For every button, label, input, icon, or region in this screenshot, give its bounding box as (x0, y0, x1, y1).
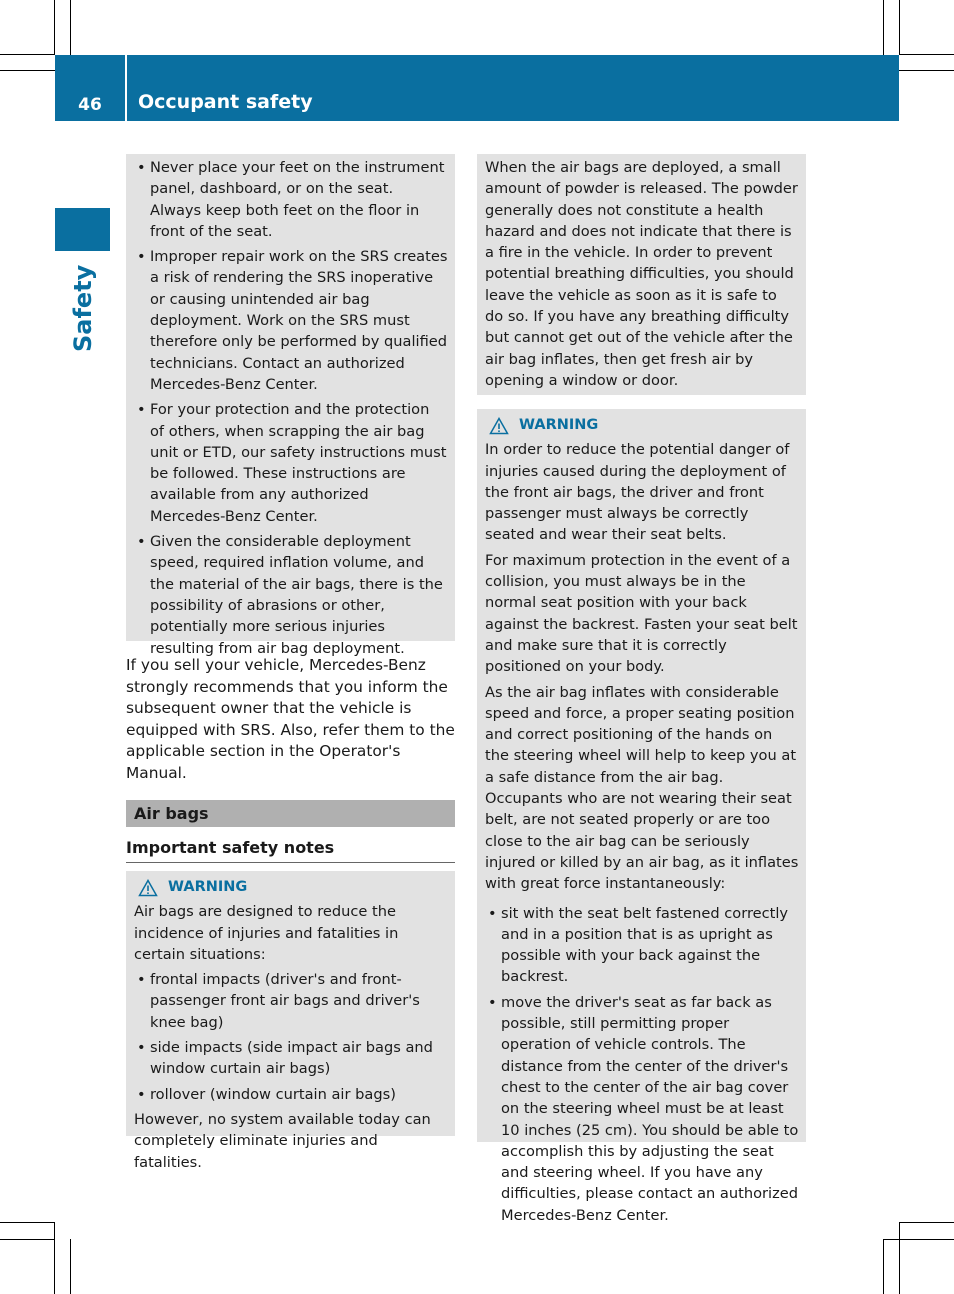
warning-triangle-icon (138, 879, 158, 897)
page-header (55, 55, 899, 121)
page-number: 46 (78, 95, 102, 115)
warning-heading (134, 877, 448, 898)
crop-mark (0, 1239, 55, 1240)
warning-intro: Air bags are designed to reduce the incidence of injuries and fatalities in certain situations: (134, 903, 399, 963)
warning-paragraph: For maximum protection in the event of a collision, you must always be in the normal seat position with your back against the backrest. Fasten your seat belt and make sure that it is correctly positioned on your body. (485, 551, 798, 676)
list-item: • Given the considerable deployment speed, required inflation volume, and the material of the air bags, there is the possibility of abrasions or other, potentially more serious injuries resulting from air bag deployment. (137, 533, 443, 657)
section-title: Occupant safety (138, 91, 313, 113)
safety-bullets-box (126, 154, 455, 657)
crop-mark (70, 0, 71, 55)
crop-mark (0, 1222, 55, 1223)
crop-mark (54, 0, 55, 55)
crop-mark (899, 54, 954, 55)
crop-mark (54, 1222, 55, 1294)
warning-triangle-icon (489, 417, 509, 435)
warning-box-right (477, 409, 806, 1224)
list-item: • For your protection and the protection of others, when scrapping the air bag unit or ETD, our safety instructions must be followed. These instructions are available from any authorized Mercedes-Benz Center. (137, 401, 447, 525)
crop-mark (883, 1239, 884, 1294)
warning-outro: However, no system available today can completely eliminate injuries and fatalities. (134, 1110, 431, 1171)
list-item: • move the driver's seat as far back as possible, still permitting proper operation of vehicle controls. The distance from the center of the driver's chest to the center of the air bag cover on the steering wheel must be at least 10 inches (25 cm). You should be able to accomplish this by adjusting the seat and steering wheel. If you have any difficulties, please contact an authorized Mercedes-Benz Center. (488, 993, 799, 1224)
powder-info-box (477, 154, 806, 395)
list-item: • Improper repair work on the SRS creates a risk of rendering the SRS inoperative or causing unintended air bag deployment. Work on the SRS must therefore only be performed by qualified technicians. Contact an authorized Mercedes-Benz Center. (137, 248, 448, 393)
section-heading-air-bags: Air bags (126, 800, 455, 827)
crop-mark (883, 0, 884, 55)
header-divider (125, 55, 127, 121)
warning-paragraph: As the air bag inflates with considerable speed and force, a proper seating position and correct positioning of the hands on the steering wheel will help to keep you at a safe distance from the air bag. Occupants who are not wearing their seat belt, are not seated properly or are too close to the air bag can be seriously injured or killed by an air bag, as it inflates with great force instantaneously: (485, 683, 799, 893)
warning-heading (485, 415, 799, 436)
list-item: • Never place your feet on the instrument panel, dashboard, or on the seat. Always keep both feet on the floor in front of the seat. (137, 159, 445, 240)
crop-mark (70, 1239, 71, 1294)
warning-paragraph: In order to reduce the potential danger of injuries caused during the deployment of the front air bags, the driver and front passenger must always be correctly seated and wear their seat belts. (485, 441, 790, 544)
subheading-important-safety-notes: Important safety notes (126, 838, 455, 863)
list-item: • side impacts (side impact air bags and window curtain air bags) (137, 1039, 433, 1078)
crop-mark (899, 1222, 900, 1294)
crop-mark (899, 1222, 954, 1223)
list-item: • rollover (window curtain air bags) (137, 1085, 396, 1103)
crop-mark (899, 0, 900, 55)
crop-mark (899, 70, 954, 71)
crop-mark (0, 54, 55, 55)
list-item: • frontal impacts (driver's and front-passenger front air bags and driver's knee bag) (137, 971, 420, 1031)
side-tab-marker (55, 208, 110, 251)
powder-info-text: When the air bags are deployed, a small amount of powder is released. The powder generally does not constitute a health hazard and does not indicate that there is a fire in the vehicle. In order to prevent potential breathing difficulties, you should leave the vehicle as soon as it is safe to do so. If you have any breathing difficulty but cannot get out of the vehicle after the air bag inflates, then get fresh air by opening a window or door. (485, 159, 798, 389)
crop-mark (0, 70, 55, 71)
warning-label: WARNING (519, 417, 599, 433)
side-tab-label: Safety (69, 264, 97, 352)
crop-mark (883, 1239, 954, 1240)
sell-vehicle-paragraph: If you sell your vehicle, Mercedes-Benz strongly recommends that you inform the subsequent owner that the vehicle is equipped with SRS. Also, refer them to the applicable section in the Operator's Manual. (126, 656, 455, 782)
warning-box-left (126, 871, 455, 1171)
warning-label: WARNING (168, 879, 248, 895)
list-item: • sit with the seat belt fastened correctly and in a position that is as upright as possible with your back against the backrest. (488, 904, 789, 986)
